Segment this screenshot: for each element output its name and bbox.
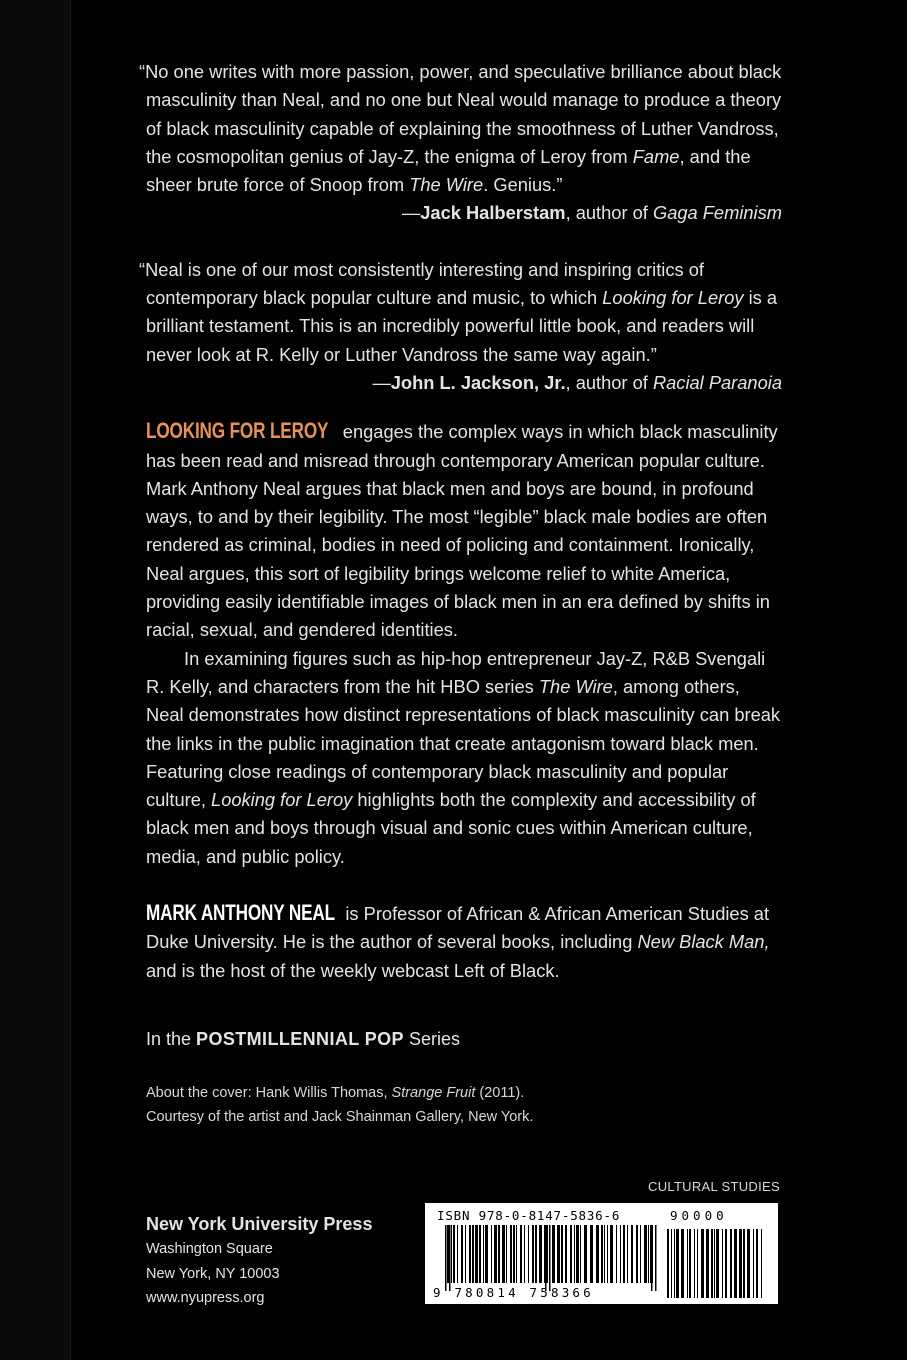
blurb-attribution: —John L. Jackson, Jr., author of Racial Paranoia xyxy=(372,371,782,393)
author-name-lead: MARK ANTHONY NEAL xyxy=(146,900,335,926)
series-suffix: Series xyxy=(403,1028,460,1049)
blurb-author-role: , author of xyxy=(565,371,653,393)
description-p1-text: engages the complex ways in which black masculinity has been read and misread through contemporary American popular culture. Mark Anthony Neal argues that black men and boys are bound, in profound ways, to and by their legibility. The most “legible” black male bodies are often rendered as criminal, bodies in need of policing and containment. Ironically, Neal argues, this sort of legibility brings welcome relief to white America, providing easily identifiable images of black men in an era defined by shifts in racial, sexual, and gendered identities. xyxy=(146,421,778,641)
blurb-author-book: Gaga Feminism xyxy=(652,202,782,224)
author-bio xyxy=(146,899,782,985)
blurb-author: Jack Halberstam xyxy=(420,202,566,224)
blurb-text: “No one writes with more passion, power, and speculative brilliance about black masculinity than Neal, and no one but Neal would manage to produce a theory of black masculinity capable of explaining the smoothness of Luther Vandross, the cosmopolitan genius of Jay-Z, the enigma of Leroy from Fame, and the sheer brute force of Snoop from The Wire. Genius.” xyxy=(139,61,782,196)
blurb-halberstam xyxy=(139,58,782,228)
barcode-addon: 90000 xyxy=(670,1208,728,1223)
publisher-block xyxy=(146,1211,372,1311)
back-cover-text xyxy=(139,58,782,1129)
blurb-text: “Neal is one of our most consistently interesting and inspiring critics of contemporary black popular culture and music, to which Looking for Leroy is a brilliant testament. This is an incredibly powerful little book, and readers will never look at R. Kelly or Luther Vandross the same way again.” xyxy=(139,258,778,365)
book-title-lead: LOOKING FOR LEROY xyxy=(146,418,329,444)
series-name: POSTMILLENNIAL POP xyxy=(196,1028,404,1049)
publisher-website: www.nyupress.org xyxy=(146,1290,265,1306)
series-prefix: In the xyxy=(146,1028,197,1049)
description-paragraph-1 xyxy=(146,417,782,644)
blurb-author-book: Racial Paranoia xyxy=(652,371,782,393)
cover-credit-line-1: About the cover: Hank Willis Thomas, Strange Fruit (2011). xyxy=(146,1085,525,1102)
isbn-barcode xyxy=(425,1203,778,1304)
blurb-attribution: —Jack Halberstam, author of Gaga Feminism xyxy=(401,202,782,224)
isbn-label: ISBN 978-0-8147-5836-6 xyxy=(437,1208,621,1223)
blurb-author-role: , author of xyxy=(565,202,653,224)
publisher-address-2: New York, NY 10003 xyxy=(146,1265,280,1282)
blurb-jackson xyxy=(139,256,782,397)
publisher-name: New York University Press xyxy=(146,1214,373,1234)
cover-credit xyxy=(146,1081,782,1129)
publisher-address-1: Washington Square xyxy=(146,1241,273,1257)
author-bio-paragraph: MARK ANTHONY NEAL is Professor of African & African American Studies at Duke University. He is the author of several books, including New Black Man, and is the host of the weekly webcast Left of Black. xyxy=(146,900,770,981)
category-label: CULTURAL STUDIES xyxy=(648,1179,780,1194)
barcode-digits: 9 780814 758366 xyxy=(433,1285,594,1300)
series-line xyxy=(146,1025,782,1053)
blurb-author: John L. Jackson, Jr. xyxy=(390,371,566,393)
cover-credit-line-2: Courtesy of the artist and Jack Shainman Gallery, New York. xyxy=(146,1109,534,1126)
spine-edge xyxy=(0,0,71,1360)
book-description xyxy=(146,417,782,871)
description-paragraph-2: In examining figures such as hip-hop entrepreneur Jay-Z, R&B Svengali R. Kelly, and characters from the hit HBO series The Wire, among others, Neal demonstrates how distinct representations of black masculinity can break the links in the public imagination that create antagonism toward black men. Featuring close readings of contemporary black masculinity and popular culture, Looking for Leroy highlights both the complexity and accessibility of black men and boys through visual and sonic cues within American culture, media, and public policy. xyxy=(146,647,781,867)
